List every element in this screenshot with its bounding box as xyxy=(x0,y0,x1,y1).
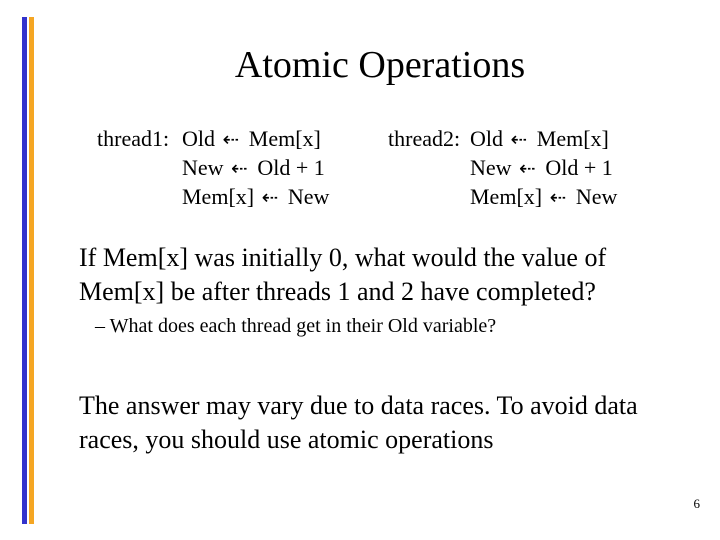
thread2-code-block xyxy=(388,124,688,214)
answer-text: The answer may vary due to data races. To avoid data races, you should use atomic operations xyxy=(79,391,638,454)
left-arrow-icon: ⇠ xyxy=(549,185,567,209)
slide-title: Atomic Operations xyxy=(234,44,526,86)
left-arrow-icon: ⇠ xyxy=(510,127,528,151)
left-arrow-icon: ⇠ xyxy=(519,156,536,180)
thread1-line-1-right: Mem[x] xyxy=(248,126,321,151)
left-arrow-icon: ⇠ xyxy=(261,185,279,209)
thread1-line-2 xyxy=(182,153,325,182)
thread2-line-3-right: New xyxy=(575,184,618,209)
thread1-line-3-left: Mem[x] xyxy=(182,184,255,209)
page-number: 6 xyxy=(693,496,700,511)
thread2-line-1 xyxy=(470,124,609,153)
thread2-line-2-left: New xyxy=(470,155,512,180)
thread1-line-3-right: New xyxy=(287,184,330,209)
thread2-line-2-right: Old + 1 xyxy=(545,155,613,180)
thread1-line-3 xyxy=(182,182,329,211)
left-arrow-icon: ⇠ xyxy=(222,127,240,151)
left-arrow-icon: ⇠ xyxy=(231,156,248,180)
thread2-line-2 xyxy=(470,153,613,182)
thread1-line-2-left: New xyxy=(182,155,224,180)
thread1-line-2-right: Old + 1 xyxy=(257,155,325,180)
thread2-line-3-left: Mem[x] xyxy=(470,184,543,209)
thread2-line-3 xyxy=(470,182,617,211)
thread1-label: thread1: xyxy=(97,126,170,151)
question-text: If Mem[x] was initially 0, what would the value of Mem[x] be after threads 1 and 2 have completed? xyxy=(79,243,607,306)
thread2-label: thread2: xyxy=(388,126,461,151)
thread1-line-1 xyxy=(182,124,321,153)
thread1-line-1-left: Old xyxy=(182,126,215,151)
subquestion-text: – What does each thread get in their Old variable? xyxy=(95,315,497,337)
thread2-line-1-left: Old xyxy=(470,126,503,151)
accent-bar-blue xyxy=(22,17,27,524)
accent-bar-orange xyxy=(29,17,34,524)
thread2-line-1-right: Mem[x] xyxy=(536,126,609,151)
thread1-code-block xyxy=(97,124,387,214)
